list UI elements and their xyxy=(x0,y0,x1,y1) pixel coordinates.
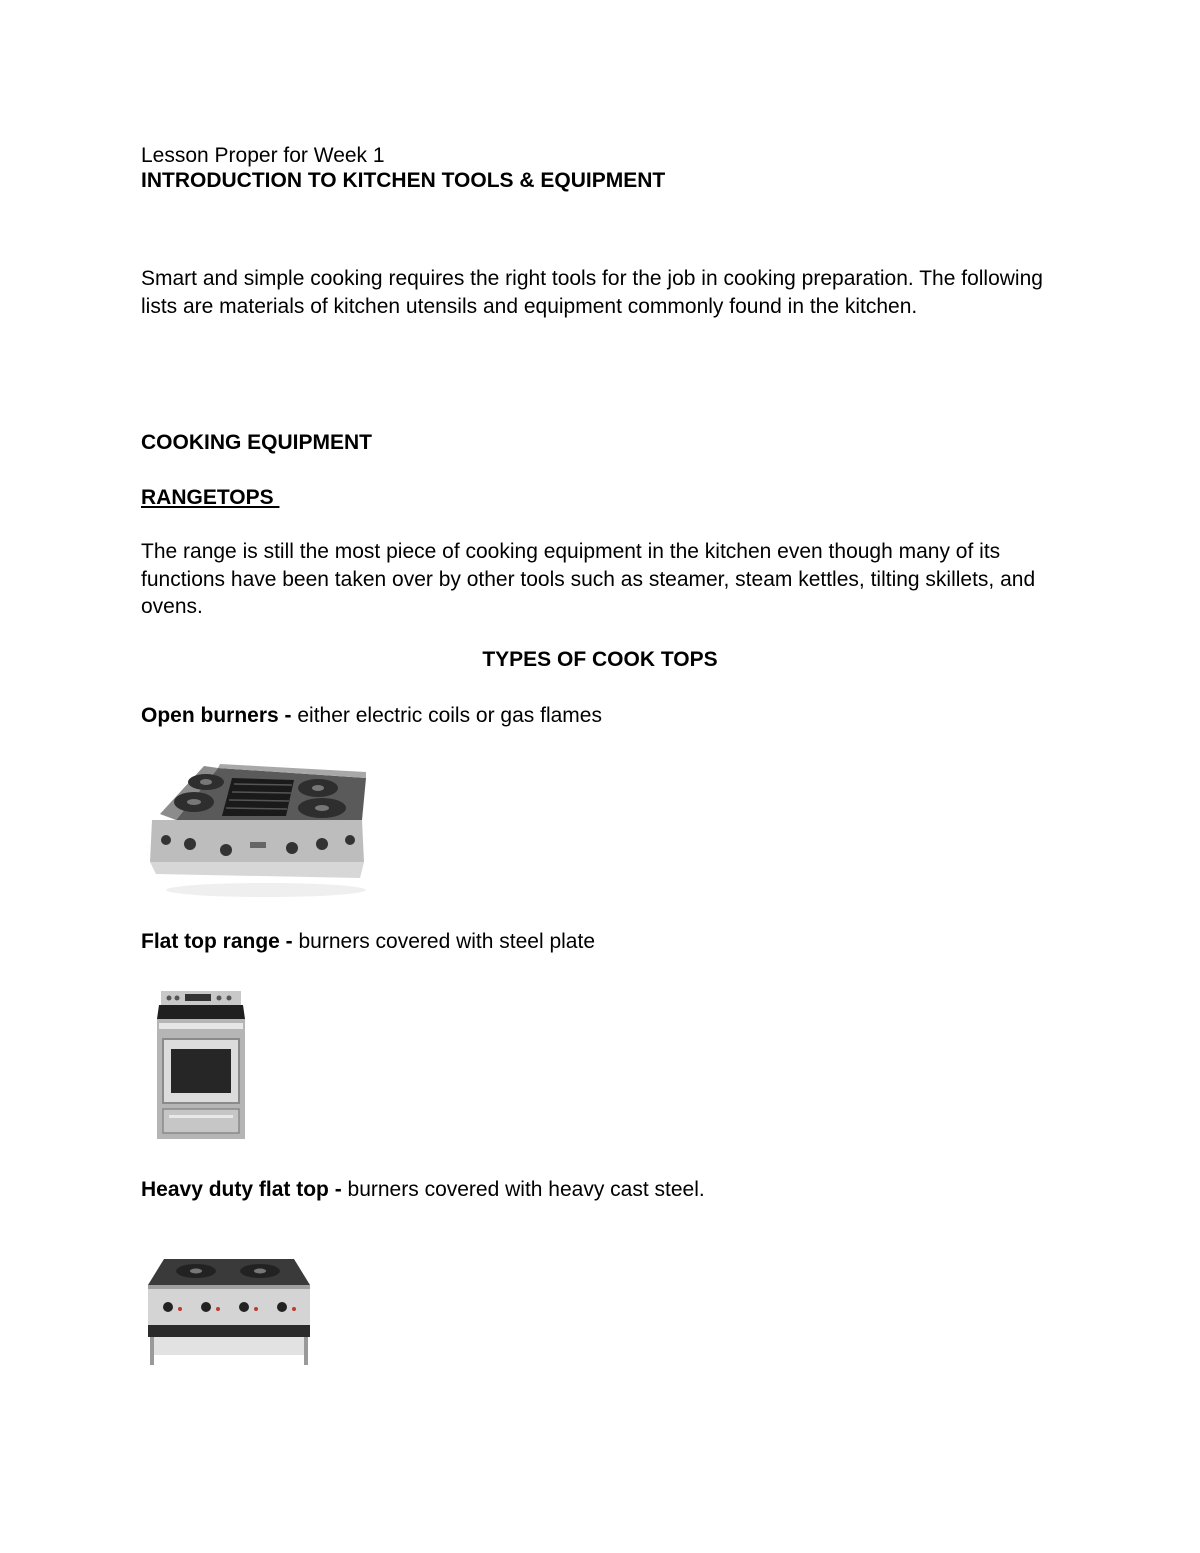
lesson-line: Lesson Proper for Week 1 xyxy=(141,144,385,167)
rangetops-paragraph: The range is still the most piece of cooking equipment in the kitchen even though many of its functions have been taken over by other tools such as steamer, steam kettles, tilting skillets, and ovens. xyxy=(141,540,1036,618)
item-term: Open burners - xyxy=(141,704,298,727)
cooktop-item-flat-top-range xyxy=(141,928,595,956)
section-heading: COOKING EQUIPMENT xyxy=(141,431,373,454)
page-title: INTRODUCTION TO KITCHEN TOOLS & EQUIPMENT xyxy=(141,169,666,192)
heavy-duty-flat-top-photo xyxy=(144,1255,314,1367)
section-subheading: RANGETOPS xyxy=(141,486,280,509)
item-desc: burners covered with steel plate xyxy=(298,930,595,953)
item-term: Heavy duty flat top - xyxy=(141,1178,348,1201)
open-burner-rangetop-photo xyxy=(146,762,368,902)
item-desc: burners covered with heavy cast steel. xyxy=(347,1178,705,1201)
flat-top-range-photo xyxy=(155,989,247,1139)
types-heading: TYPES OF COOK TOPS xyxy=(482,648,718,671)
cooktop-item-open-burners xyxy=(141,702,602,730)
item-term: Flat top range - xyxy=(141,930,299,953)
item-desc: either electric coils or gas flames xyxy=(297,704,602,727)
intro-paragraph: Smart and simple cooking requires the right tools for the job in cooking preparation. The following lists are materials of kitchen utensils and equipment commonly found in the kitchen. xyxy=(141,267,1043,318)
cooktop-item-heavy-duty-flat-top xyxy=(141,1176,705,1204)
